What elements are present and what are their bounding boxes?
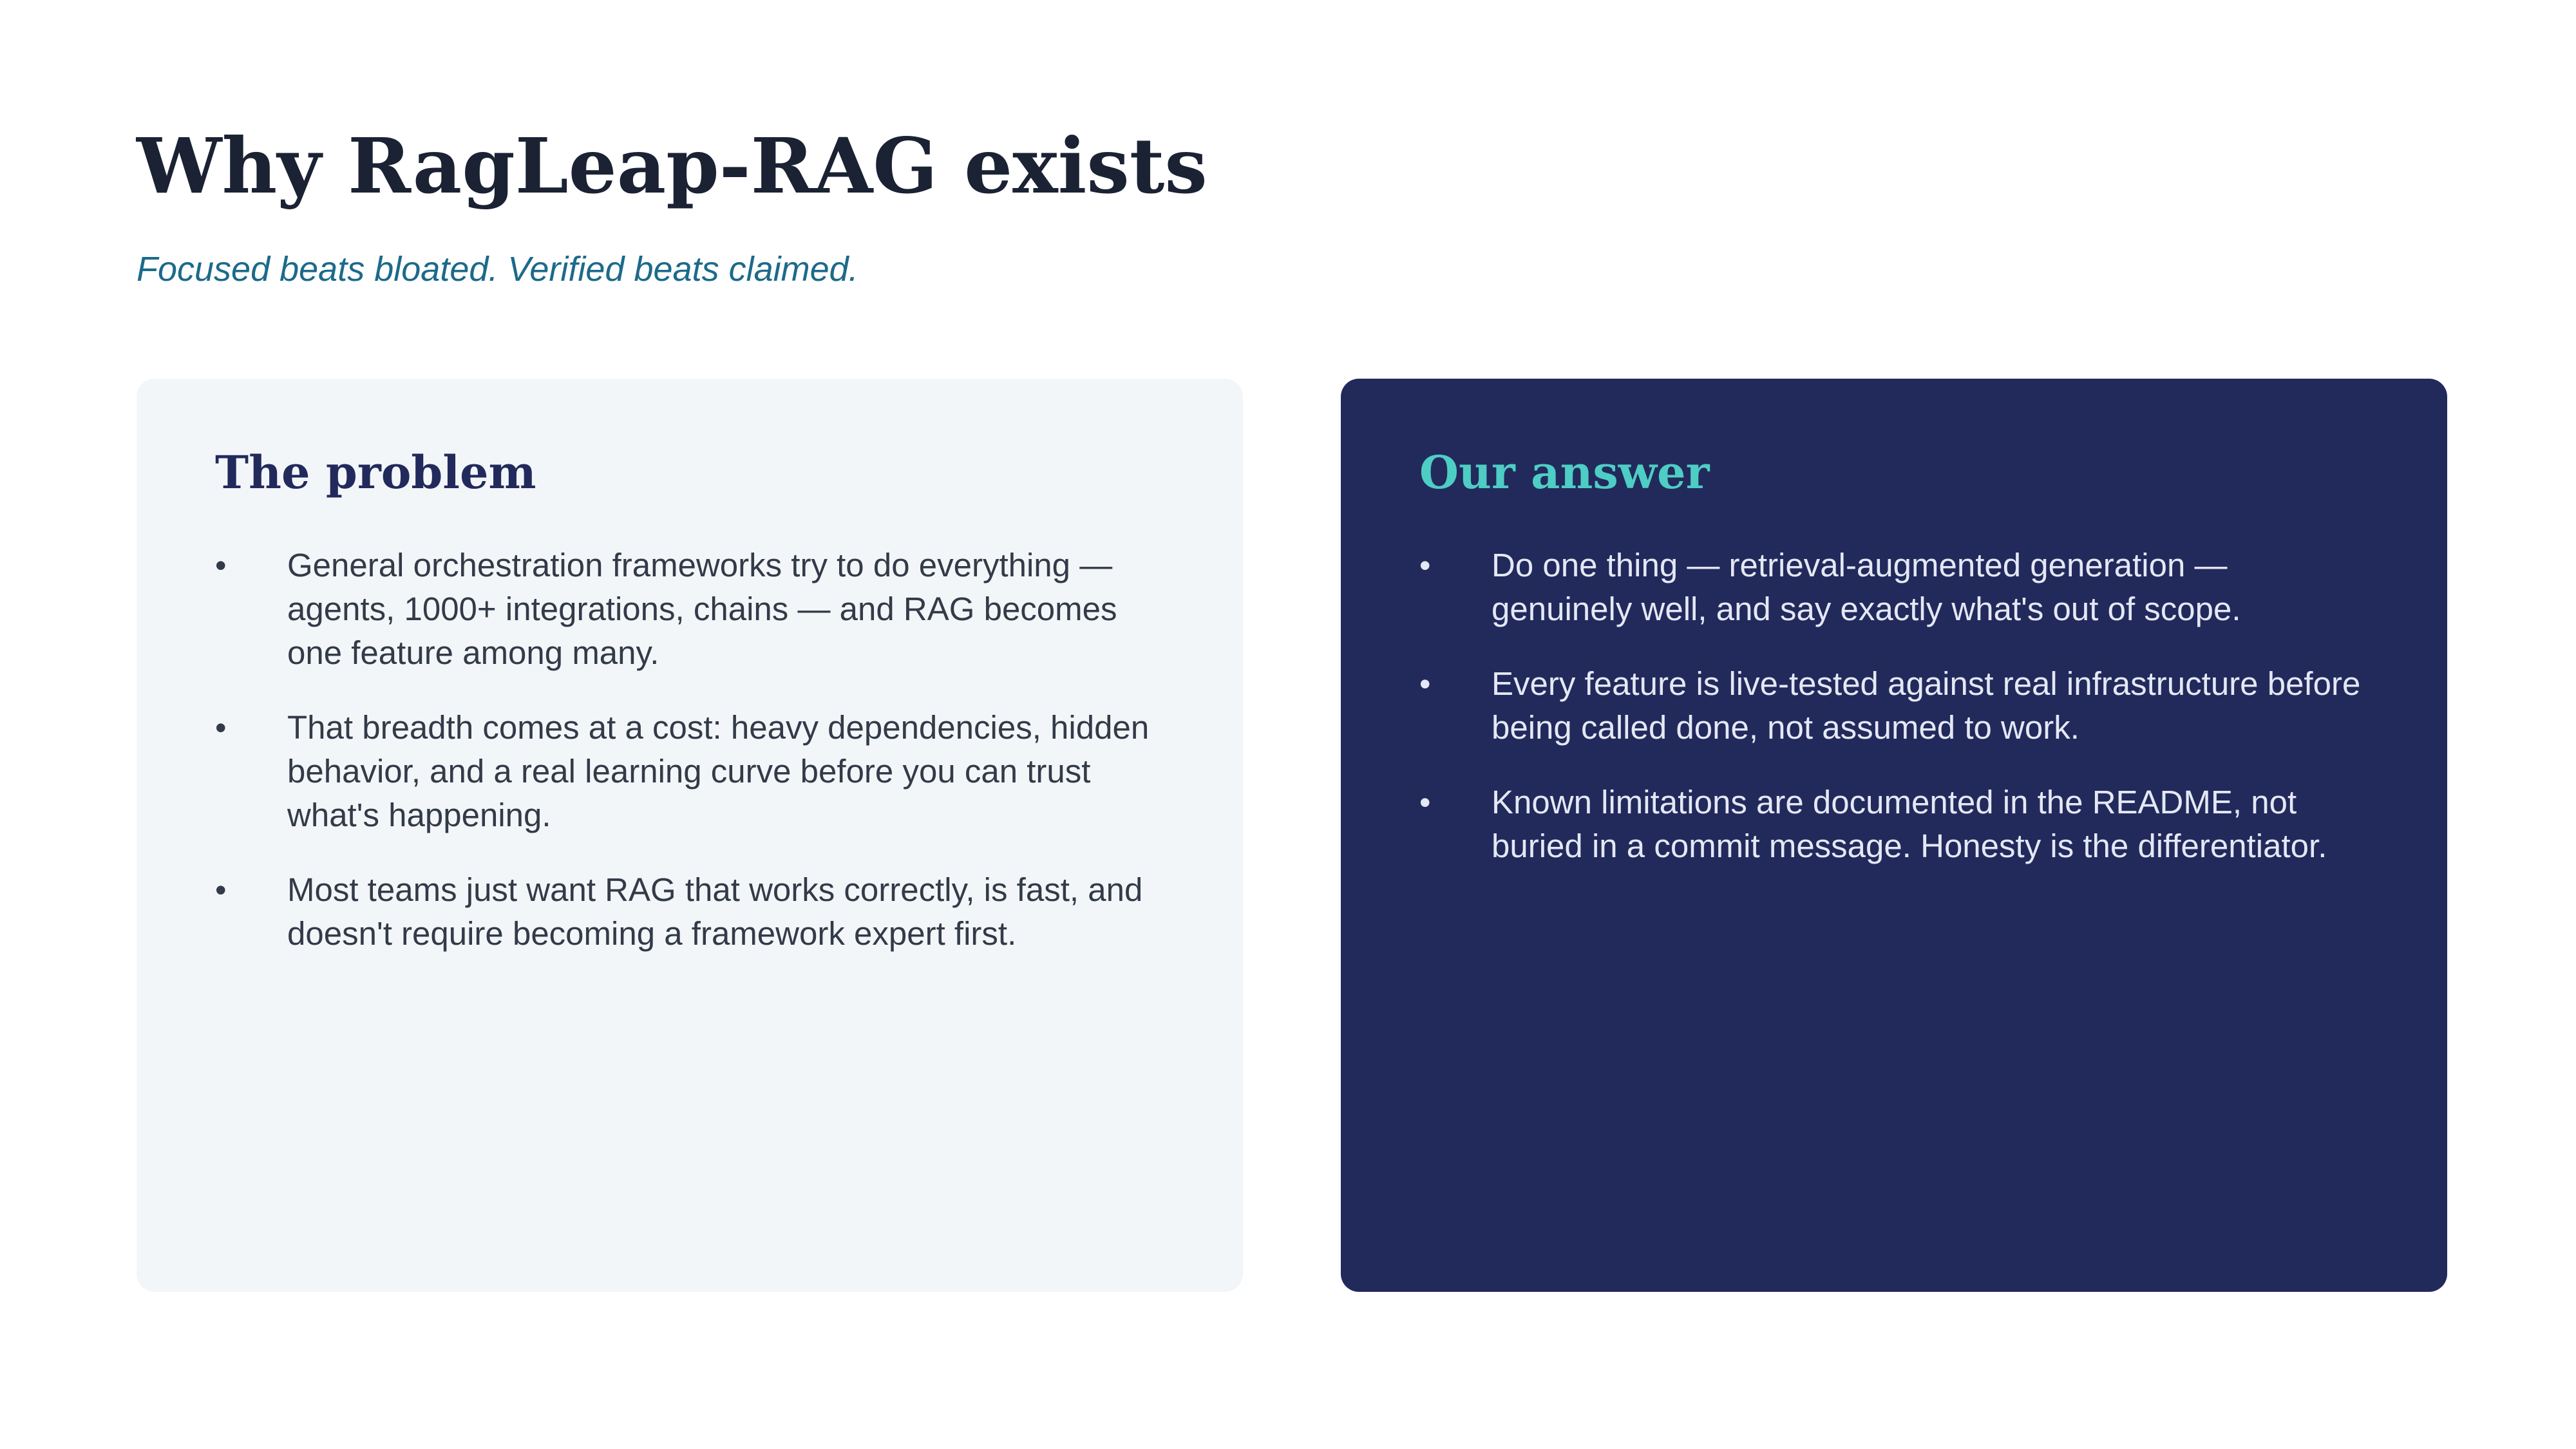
- problem-bullet-text: General orchestration frameworks try to do everything — agents, 1000+ integrations, chains — and RAG becomes one feature among many.: [287, 547, 1117, 671]
- problem-heading: The problem: [215, 446, 536, 499]
- problem-bullet-text: Most teams just want RAG that works correctly, is fast, and doesn't require becoming a framework expert first.: [287, 871, 1143, 952]
- problem-bullet: [215, 544, 1164, 675]
- answer-bullet: [1419, 544, 2369, 631]
- problem-bullet-list: [215, 544, 1164, 956]
- bullet-dot: •: [1419, 666, 1431, 702]
- answer-bullet-list: [1419, 544, 2369, 868]
- answer-card: [1341, 379, 2447, 1292]
- slide-title: Why RagLeap-RAG exists: [137, 121, 1208, 211]
- bullet-dot: •: [215, 547, 227, 583]
- answer-bullet-text: Every feature is live-tested against real infrastructure before being called done, not assumed to work.: [1492, 665, 2361, 746]
- answer-bullet-text: Known limitations are documented in the README, not buried in a commit message. Honesty is the differentiator.: [1492, 784, 2327, 864]
- bullet-dot: •: [215, 710, 227, 746]
- answer-bullet: [1419, 781, 2369, 868]
- bullet-dot: •: [1419, 547, 1431, 583]
- answer-bullet-text: Do one thing — retrieval-augmented generation — genuinely well, and say exactly what's out of scope.: [1492, 547, 2241, 627]
- answer-heading: Our answer: [1419, 446, 1710, 499]
- slide-subtitle: Focused beats bloated. Verified beats claimed.: [137, 250, 858, 289]
- answer-bullet: [1419, 662, 2369, 750]
- bullet-dot: •: [1419, 784, 1431, 820]
- problem-bullet: [215, 706, 1164, 837]
- bullet-dot: •: [215, 872, 227, 908]
- problem-bullet-text: That breadth comes at a cost: heavy dependencies, hidden behavior, and a real learning curve before you can trust what's happening.: [287, 709, 1150, 833]
- problem-card: [137, 379, 1243, 1292]
- problem-bullet: [215, 868, 1164, 956]
